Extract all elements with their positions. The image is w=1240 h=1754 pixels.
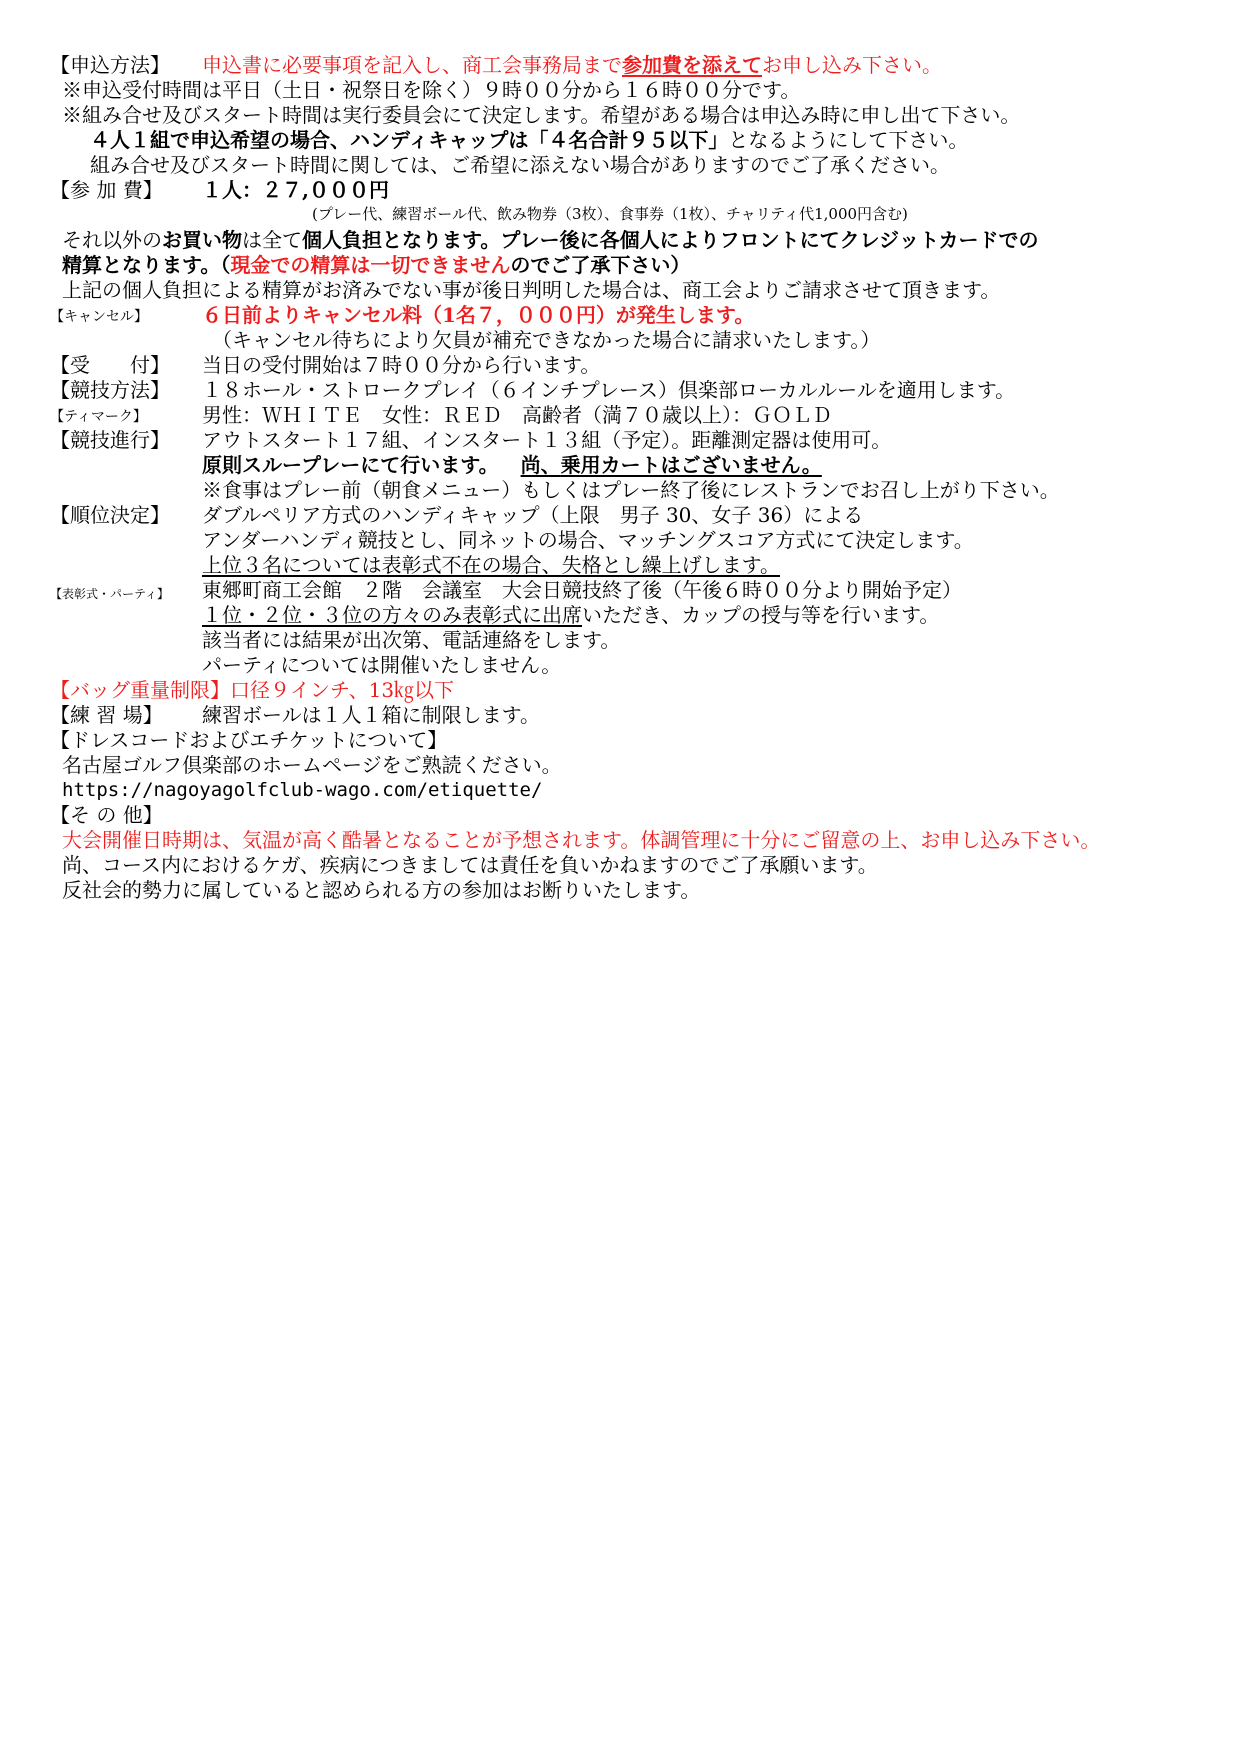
through-play-2: 尚、 xyxy=(520,453,561,477)
grouping-text: ※組み合せ及びスタート時間は実行委員会にて決定します。希望がある場合は申込み時に申し出て下さい。 xyxy=(62,103,1021,127)
practice-text: 練習ボールは１人１箱に制限します。 xyxy=(202,703,540,727)
section-label-other: 【そ の 他】 xyxy=(50,803,163,827)
no-cart-text xyxy=(521,453,822,477)
no-cash-warning: 現金での精算は一切できません xyxy=(230,253,511,277)
heat-warning-text: 大会開催日時期は、気温が高く酷暑となることが予想されます。体調管理に十分にご留意の上、お申し込み下さい。 xyxy=(62,828,1101,852)
ceremony-text-3: 該当者には結果が出次第、電話連絡をします。 xyxy=(202,628,621,652)
section-label-cancel: 【キャンセル】 xyxy=(50,309,148,325)
section-label-method: 【競技方法】 xyxy=(50,378,170,402)
cancel-fee-text: ６日前よりキャンセル料（1名７，０００円）が発生します。 xyxy=(202,303,755,327)
pe-2a: 精算となります。（ xyxy=(62,253,231,277)
through-play-3: 乗用カートはございません。 xyxy=(560,453,822,477)
pe-1c: は全て xyxy=(242,228,302,252)
pe-1a: それ以外の xyxy=(62,228,162,252)
personal-expense-text-1 xyxy=(62,227,1039,253)
personal-expense-text-2 xyxy=(62,252,690,278)
ceremony-text-2 xyxy=(202,602,939,628)
pe-1b: お買い物 xyxy=(162,228,242,252)
through-play-1: 原則スループレーにて行います。 xyxy=(202,453,499,477)
progress-text: アウトスタート１７組、インスタート１３組（予定）。距離測定器は使用可。 xyxy=(202,428,892,452)
fee-breakdown-text: (プレー代、練習ボール代、飲み物券（3枚）、食事券（1枚）、チャリティ代1,000円含む) xyxy=(312,205,908,223)
section-label-practice: 【練 習 場】 xyxy=(50,703,163,727)
application-text-1: 申込書に必要事項を記入し、商工会事務局まで xyxy=(202,53,622,77)
bag-weight-text: 【バッグ重量制限】口径９インチ、13㎏以下 xyxy=(50,678,455,702)
reception-hours-text: ※申込受付時間は平日（土日・祝祭日を除く）９時００分から１６時００分です。 xyxy=(62,78,801,102)
ceremony-text-4: パーティについては開催いたしません。 xyxy=(202,653,562,677)
section-label-reception: 【受 付】 xyxy=(50,353,170,377)
section-label-ceremony: 【表彰式・パーティ】 xyxy=(50,587,170,601)
ceremony-text: 東郷町商工会館 ２階 会議室 大会日競技終了後（午後６時００分より開始予定） xyxy=(202,578,962,602)
ranking-text: ダブルペリア方式のハンディキャップ（上限 男子 30、女子 36）による xyxy=(202,503,864,527)
ranking-text-2: アンダーハンディ競技とし、同ネットの場合、マッチングスコア方式にて決定します。 xyxy=(202,528,974,552)
billing-note-text: 上記の個人負担による精算がお済みでない事が後日判明した場合は、商工会よりご請求させて頂きます。 xyxy=(62,278,1001,302)
pe-2c: のでご了承下さい） xyxy=(510,253,691,277)
application-text-3: お申し込み下さい。 xyxy=(762,53,942,77)
pe-1d: 個人負担となります。プレー後に各個人によりフロントにてクレジットカードでの xyxy=(302,228,1039,252)
grouping-disclaimer-text: 組み合せ及びスタート時間に関しては、ご希望に添えない場合がありますのでご了承ください。 xyxy=(90,153,950,177)
application-fee-emphasis: 参加費を添えて xyxy=(622,53,762,77)
method-text: １８ホール・ストロークプレイ（６インチプレース）倶楽部ローカルルールを適用します。 xyxy=(202,378,1016,402)
ranking-text-3: 上位３名については表彰式不在の場合、失格とし繰上げします。 xyxy=(202,553,780,577)
etiquette-url-link[interactable]: https://nagoyagolfclub-wago.com/etiquette/ xyxy=(62,779,543,801)
meal-note-text: ※食事はプレー前（朝食メニュー）もしくはプレー終了後にレストランでお召し上がり下さい。 xyxy=(202,478,1060,502)
section-label-tee: 【ティマーク】 xyxy=(50,409,147,425)
handicap-text xyxy=(90,127,968,153)
section-label-fee: 【参 加 費】 xyxy=(50,178,163,202)
liability-text: 尚、コース内におけるケガ、疾病につきましては責任を負いかねますのでご了承願います。 xyxy=(62,853,878,877)
reception-text: 当日の受付開始は７時００分から行います。 xyxy=(202,353,601,377)
dress-code-text: 名古屋ゴルフ倶楽部のホームページをご熟読ください。 xyxy=(62,753,562,777)
section-label-progress: 【競技進行】 xyxy=(50,428,170,452)
tee-text: 男性：ＷＨＩＴＥ 女性：ＲＥＤ 高齢者（満７０歳以上）：ＧＯＬＤ xyxy=(202,403,832,427)
cancel-note-text: （キャンセル待ちにより欠員が補充できなかった場合に請求いたします。） xyxy=(212,328,881,352)
handicap-text-bold: ４人１組で申込希望の場合、ハンディキャップは「４名合計９５以下」 xyxy=(90,128,729,152)
section-label-application: 【申込方法】 xyxy=(50,53,170,77)
section-label-ranking: 【順位決定】 xyxy=(50,503,170,527)
ceremony-text-2b: いただき、カップの授与等を行います。 xyxy=(582,603,940,627)
section-label-dresscode: 【ドレスコードおよびエチケットについて】 xyxy=(50,728,448,752)
fee-amount: １人：２７,０００円 xyxy=(202,178,389,202)
antisocial-text: 反社会的勢力に属していると認められる方の参加はお断りいたします。 xyxy=(62,878,701,902)
handicap-text-2: となるようにして下さい。 xyxy=(728,128,969,152)
ceremony-attend: １位・２位・３位の方々のみ表彰式に出席 xyxy=(202,603,582,627)
through-play-text xyxy=(202,452,822,478)
application-text xyxy=(202,52,942,78)
